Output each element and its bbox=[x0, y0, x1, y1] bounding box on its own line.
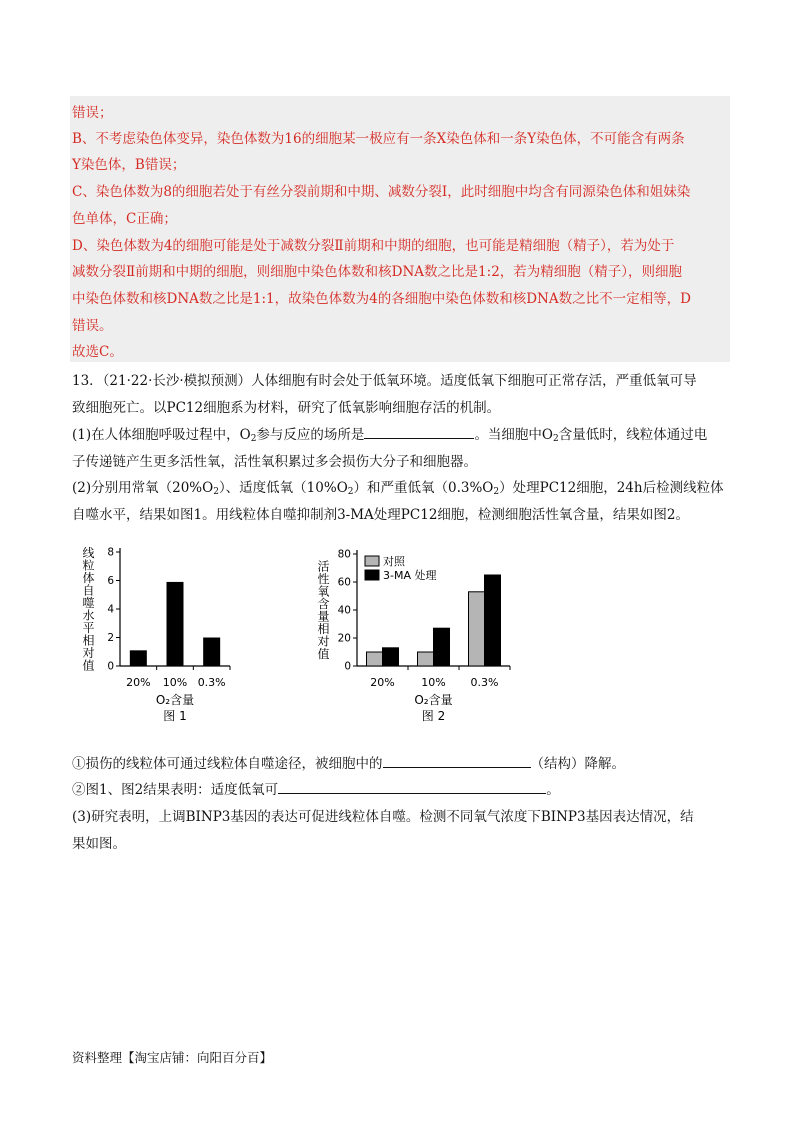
answer-line-10: 故选C。 bbox=[72, 344, 123, 360]
page-footer: 资料整理【淘宝店铺：向阳百分百】 bbox=[72, 1050, 273, 1065]
answer-line-1: 错误； bbox=[72, 105, 113, 121]
answer-line-4: C、染色体数为8的细胞若处于有丝分裂前期和中期、减数分裂Ⅰ，此时细胞中均含有同源染色体和姐妹染 bbox=[72, 184, 691, 200]
part-2-text-d: ）处理PC12细胞，24h后检测线粒体 bbox=[499, 480, 724, 496]
legend-swatch bbox=[365, 570, 379, 580]
subquestion-1-text-b: （结构）降解。 bbox=[530, 756, 625, 772]
part-1-text-b: 参与反应的场所是 bbox=[256, 427, 365, 443]
y-tick-label: 80 bbox=[337, 548, 351, 561]
answer-line-6: D、染色体数为4的细胞可能是处于减数分裂Ⅱ前期和中期的细胞，也可能是精细胞（精子），若为处于 bbox=[72, 238, 675, 254]
part-1-text-c: 。当细胞中O bbox=[474, 427, 554, 443]
answer-blank-1[interactable] bbox=[364, 426, 474, 439]
part-2-text-a: (2)分别用常氧（20%O bbox=[72, 480, 214, 496]
y-tick-label: 6 bbox=[107, 575, 114, 587]
part-2-line-2: 自噬水平，结果如图1。用线粒体自噬抑制剂3-MA处理PC12细胞，检测细胞活性氧含量，结果如图2。 bbox=[72, 507, 689, 523]
part-1-text-a: (1)在人体细胞呼吸过程中，O bbox=[72, 427, 251, 443]
figure-label: 图 1 bbox=[163, 709, 187, 723]
bar-20% bbox=[130, 650, 147, 666]
x-tick-label: 10% bbox=[162, 676, 188, 689]
part-2-text-b: ）、适度低氧（10%O bbox=[218, 480, 348, 496]
answer-blank-3[interactable] bbox=[278, 781, 546, 794]
part-2-text-c: ）和严重低氧（0.3%O bbox=[353, 480, 494, 496]
bar-10% bbox=[167, 582, 184, 666]
x-tick-label: 10% bbox=[421, 676, 446, 689]
part-1-text-d: 含量低时，线粒体通过电 bbox=[558, 427, 708, 443]
subquestion-1-text-a: ①损伤的线粒体可通过线粒体自噬途径，被细胞中的 bbox=[72, 756, 383, 772]
part-3-line-2: 果如图。 bbox=[72, 836, 126, 852]
subquestion-2 bbox=[72, 778, 560, 798]
y-tick-label: 20 bbox=[337, 632, 351, 645]
part-3-line-1: (3)研究表明，上调BINP3基因的表达可促进线粒体自噬。检测不同氧气浓度下BINP3基因表达情况，结 bbox=[72, 809, 694, 825]
y-axis-label: 线粒体自噬水平相对值 bbox=[81, 546, 95, 672]
x-tick-label: 0.3% bbox=[470, 676, 499, 689]
y-tick-label: 0 bbox=[344, 660, 351, 673]
answer-line-9: 错误。 bbox=[72, 318, 113, 334]
bar-对照-20% bbox=[367, 652, 383, 666]
x-tick-label: 0.3% bbox=[197, 676, 226, 689]
y-tick-label: 2 bbox=[107, 632, 114, 644]
answer-line-7: 减数分裂Ⅱ前期和中期的细胞，则细胞中染色体数和核DNA数之比是1:2，若为精细胞（精子），则细胞 bbox=[72, 264, 683, 280]
bar-对照-0.3% bbox=[469, 592, 485, 666]
question-13-line-2: 致细胞死亡。以PC12细胞系为材料，研究了低氧影响细胞存活的机制。 bbox=[72, 400, 501, 416]
subscript: 2 bbox=[553, 434, 559, 444]
answer-line-2: B、不考虑染色体变异，染色体数为16的细胞某一极应有一条X染色体和一条Y染色体，不可能含有两条 bbox=[72, 131, 685, 147]
part-1-line-2: 子传递链产生更多活性氧，活性氧积累过多会损伤大分子和细胞器。 bbox=[72, 454, 477, 470]
y-tick-label: 4 bbox=[107, 603, 114, 616]
answer-blank-2[interactable] bbox=[383, 755, 531, 768]
answer-line-3: Y染色体，B错误； bbox=[72, 157, 186, 173]
figure-label: 图 2 bbox=[421, 709, 446, 723]
legend-swatch bbox=[365, 556, 379, 566]
part-2-line-1 bbox=[72, 476, 724, 497]
answer-line-5: 色单体，C正确； bbox=[72, 211, 177, 227]
subquestion-2-text-a: ②图1、图2结果表明：适度低氧可 bbox=[72, 782, 279, 798]
legend-label: 对照 bbox=[383, 555, 405, 568]
figure-1-chart bbox=[70, 540, 260, 730]
subquestion-2-text-b: 。 bbox=[546, 782, 560, 798]
x-axis-label: O₂含量 bbox=[414, 693, 453, 707]
subscript: 2 bbox=[213, 487, 219, 497]
bar-0.3% bbox=[203, 638, 220, 667]
y-tick-label: 40 bbox=[337, 604, 351, 617]
subscript: 2 bbox=[493, 487, 500, 497]
x-axis-label: O₂含量 bbox=[155, 693, 195, 707]
answer-line-8: 中染色体数和核DNA数之比是1:1，故染色体数为4的各细胞中染色体数和核DNA数之比不一定相等，D bbox=[72, 291, 691, 307]
subscript: 2 bbox=[347, 487, 354, 497]
question-13-line-1: 13．（21·22·长沙·模拟预测）人体细胞有时会处于低氧环境。适度低氧下细胞可正常存活，严重低氧可导 bbox=[72, 373, 697, 389]
subquestion-1 bbox=[72, 752, 625, 772]
x-tick-label: 20% bbox=[370, 676, 395, 689]
y-tick-label: 8 bbox=[107, 546, 114, 559]
y-tick-label: 60 bbox=[337, 576, 351, 589]
y-axis-label: 活性氧含量相对值 bbox=[316, 560, 330, 660]
subscript: 2 bbox=[250, 434, 257, 444]
bar-3-MA 处理-0.3% bbox=[485, 575, 501, 666]
x-tick-label: 20% bbox=[126, 676, 151, 689]
part-1-line-1 bbox=[72, 423, 707, 444]
figure-2-chart bbox=[305, 540, 525, 730]
bar-3-MA 处理-10% bbox=[434, 628, 450, 666]
bar-3-MA 处理-20% bbox=[383, 648, 399, 666]
legend-label: 3-MA 处理 bbox=[383, 569, 437, 582]
y-tick-label: 0 bbox=[107, 660, 114, 673]
bar-对照-10% bbox=[418, 652, 434, 666]
